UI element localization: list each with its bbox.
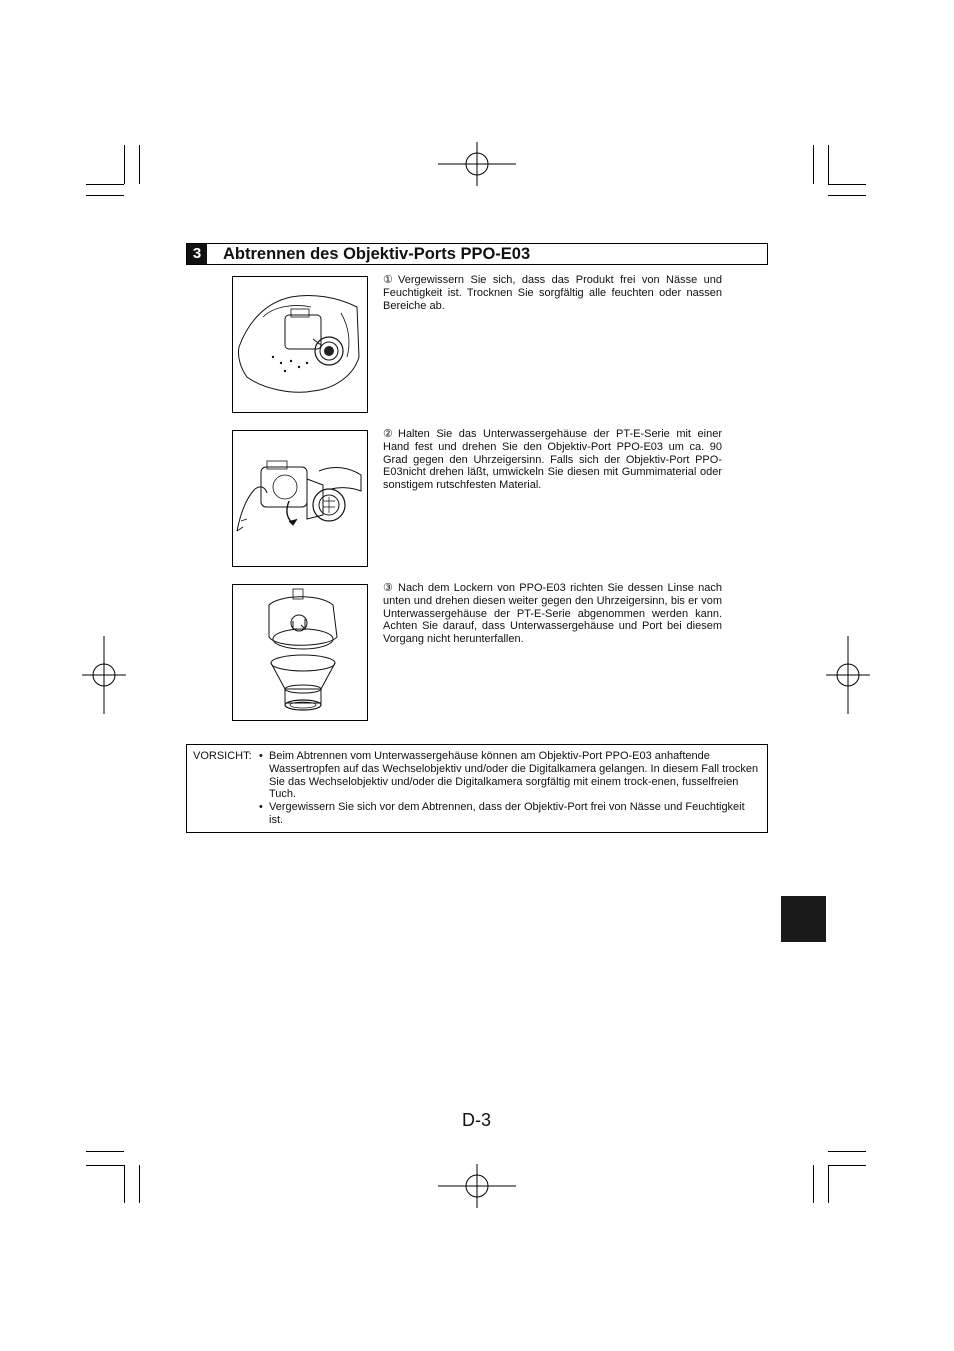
figure-step-2 xyxy=(232,430,368,567)
section-number: 3 xyxy=(187,244,207,264)
step-marker: ① xyxy=(383,274,393,286)
step-text: Nach dem Lockern von PPO-E03 richten Sie dessen Linse nach unten und drehen diesen weiter gegen den Uhrzeigersinn, bis er vom Unterwassergehäuse der PT-E-Serie abgenommen werden kann. Achten Sie darauf, dass Unterwassergehäuse und Port bei diesem Vorgang nicht herunterfallen. xyxy=(383,582,722,646)
housing-towel-drying-illustration xyxy=(233,277,367,412)
caution-item-text: Beim Abtrennen vom Unterwassergehäuse können am Objektiv-Port PPO-E03 anhaftende Wassertropfen auf das Wechselobjektiv und/oder die Digitalkamera gelangen. In diesem Fall trocken Sie das Wechselobjektiv und/oder die Digitalkamera sorgfältig mit einem trock-enen, fusselfreien Tuch. xyxy=(269,750,759,801)
step-1 xyxy=(383,274,722,312)
step-text: Vergewissern Sie sich, dass das Produkt frei von Nässe und Feuchtigkeit ist. Trocknen Sie sorgfältig alle feuchten oder nassen Bereiche ab. xyxy=(383,274,722,312)
caution-item xyxy=(259,801,759,827)
bullet: • xyxy=(259,750,263,762)
language-tab xyxy=(781,896,826,942)
step-marker: ② xyxy=(383,428,393,440)
registration-mark-bottom xyxy=(438,1164,516,1208)
caution-item-text: Vergewissern Sie sich vor dem Abtrennen, dass der Objektiv-Port frei von Nässe und Feuchtigkeit ist. xyxy=(269,801,745,826)
caution-list xyxy=(259,750,759,827)
step-3 xyxy=(383,582,722,646)
registration-mark-top xyxy=(438,142,516,186)
caution-label: VORSICHT: xyxy=(193,750,252,762)
step-marker: ③ xyxy=(383,582,393,594)
section-header xyxy=(186,243,768,265)
step-2 xyxy=(383,428,722,492)
page-number: D-3 xyxy=(462,1110,492,1130)
figure-step-3 xyxy=(232,584,368,721)
bullet: • xyxy=(259,801,263,814)
registration-mark-right xyxy=(826,636,870,714)
hands-rotating-port-illustration xyxy=(233,431,367,566)
registration-mark-left xyxy=(82,636,126,714)
figure-step-1 xyxy=(232,276,368,413)
section-title: Abtrennen des Objektiv-Ports PPO-E03 xyxy=(223,245,531,263)
step-text: Halten Sie das Unterwassergehäuse der PT-E-Serie mit einer Hand fest und drehen Sie den Objektiv-Port PPO-E03 um ca. 90 Grad gegen den Uhrzeigersinn. Falls sich der Objektiv-Port PPO-E03nicht drehen läßt, umwickeln Sie diesen mit Gummimaterial oder sonstigem rutschfesten Material. xyxy=(383,428,722,492)
port-removal-illustration xyxy=(233,585,367,720)
caution-item xyxy=(259,750,759,801)
caution-box xyxy=(186,744,768,833)
